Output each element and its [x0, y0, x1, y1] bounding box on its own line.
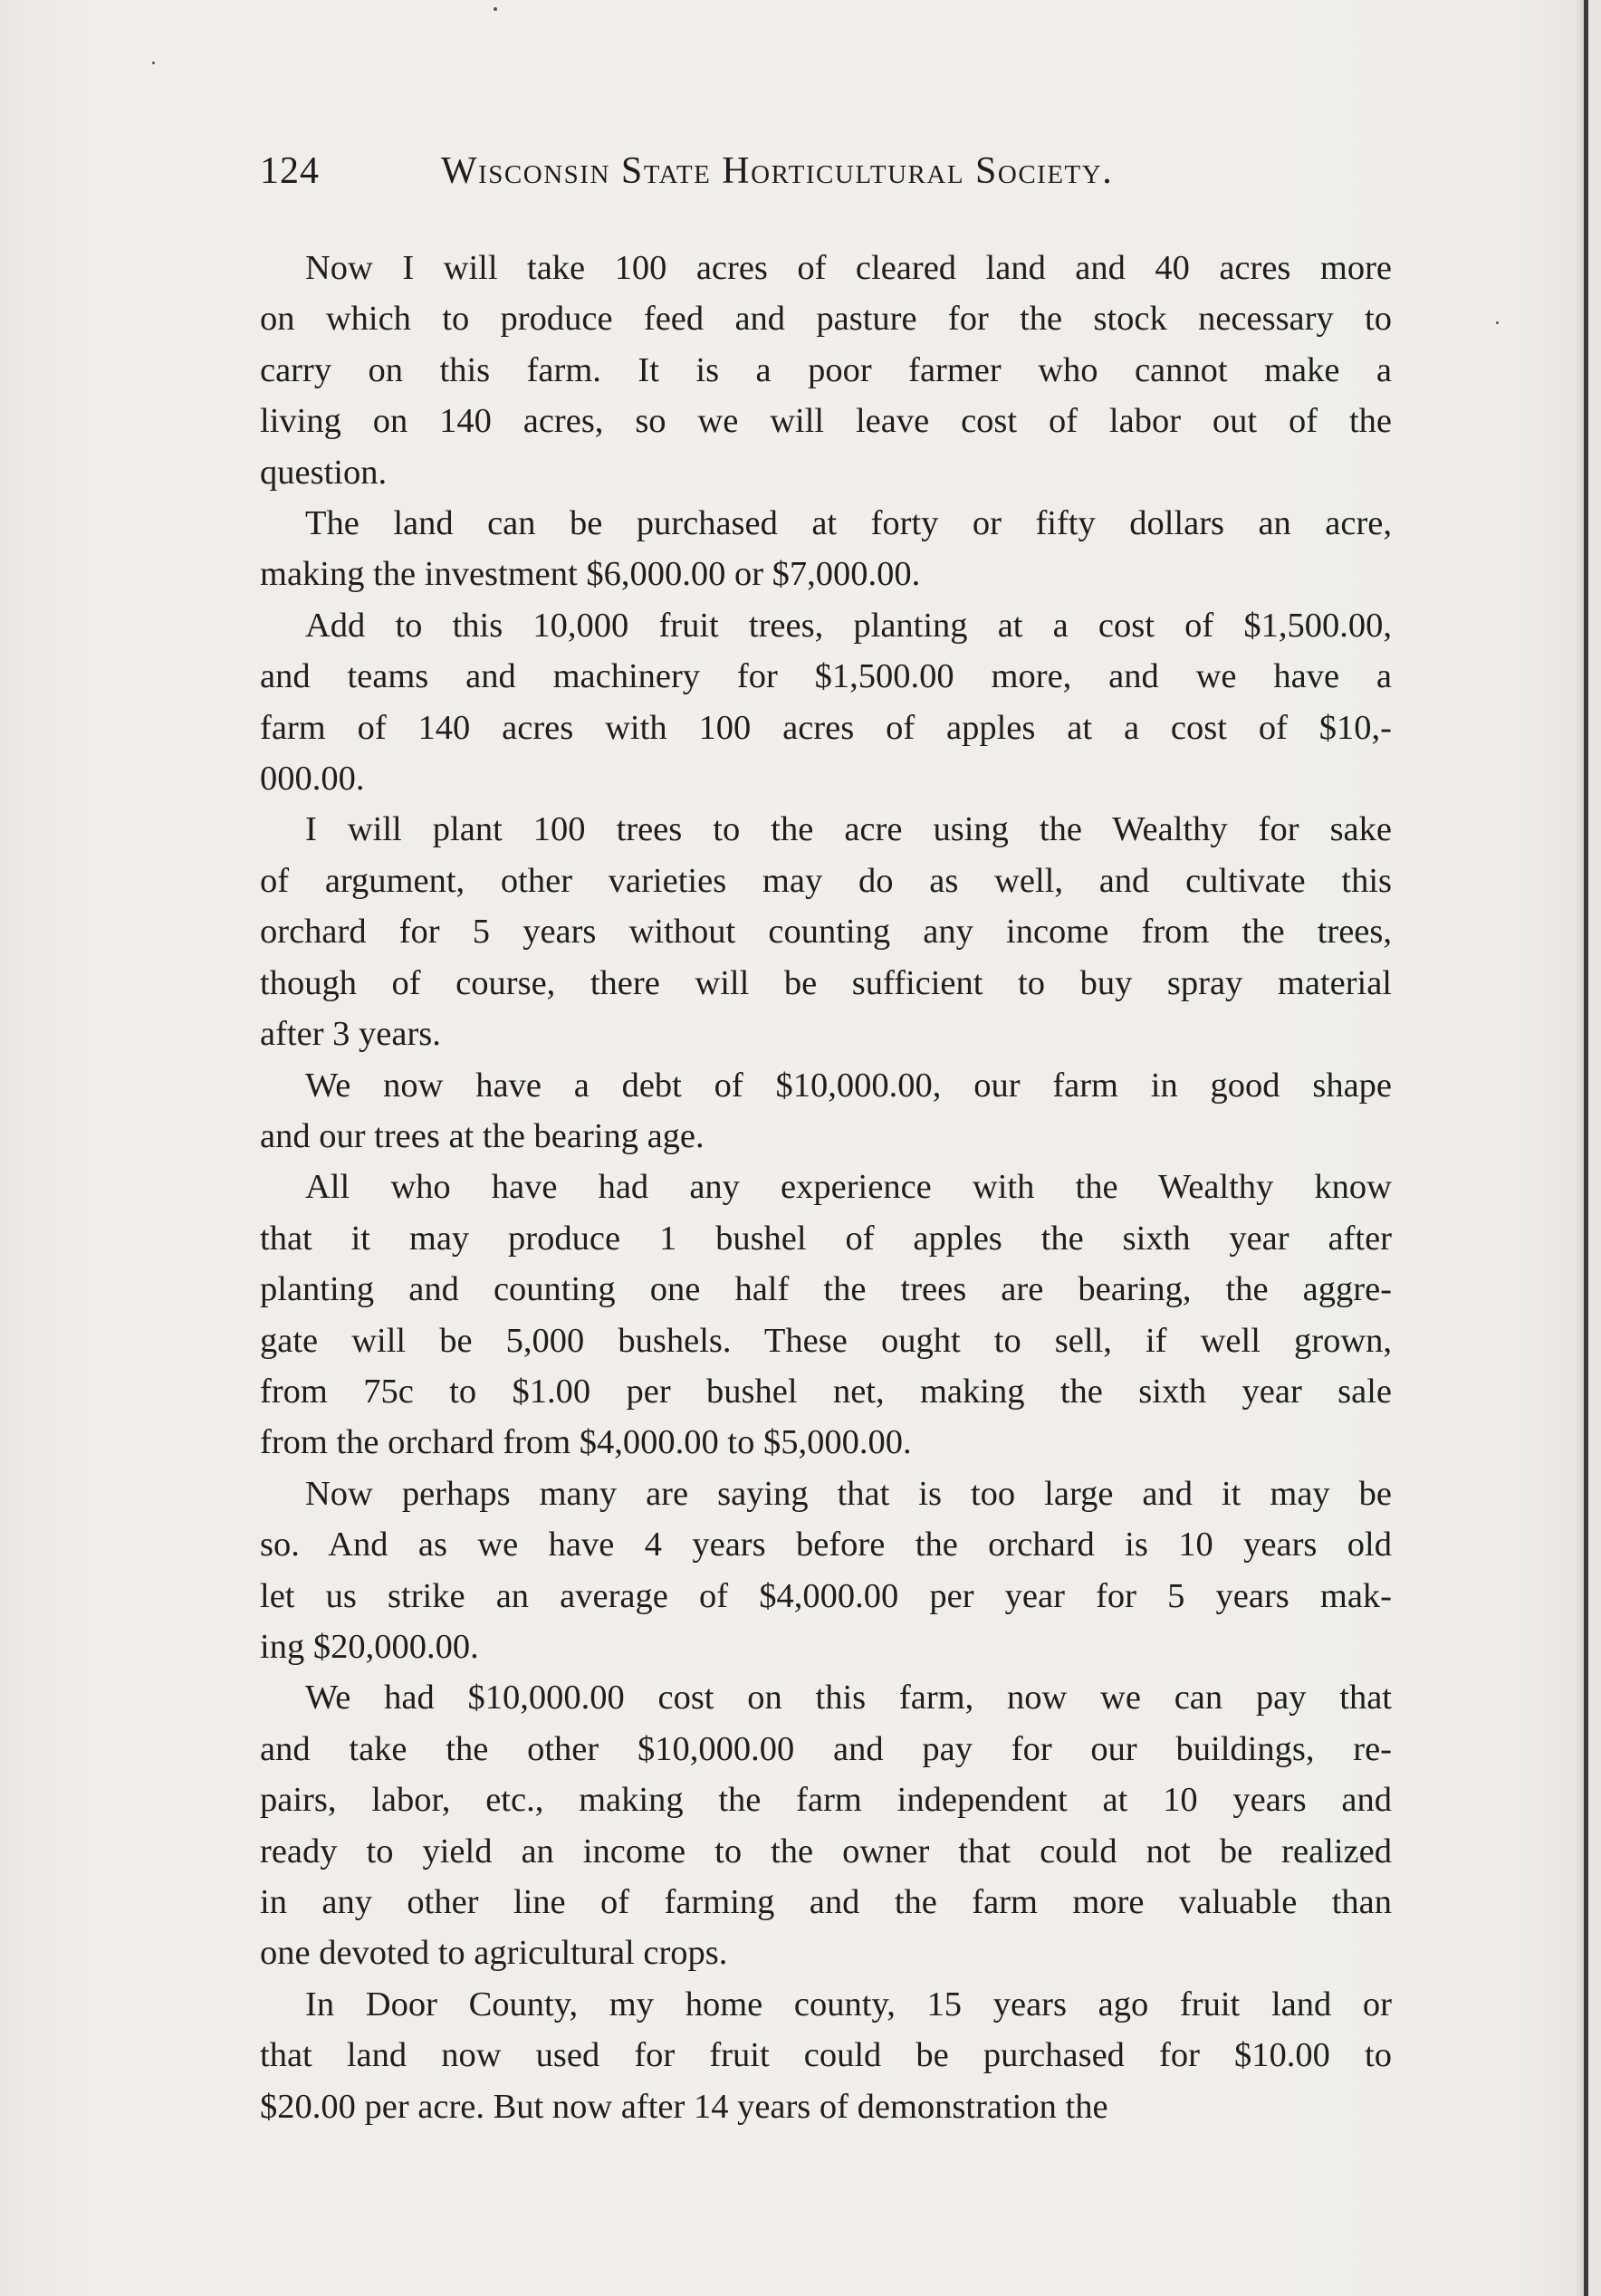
page-number: 124 — [260, 150, 320, 192]
text-line: that land now used for fruit could be purchased for $10.00 to — [260, 2036, 1392, 2075]
body-text — [260, 243, 1392, 2132]
text-line: orchard for 5 years without counting any income from the trees, — [260, 913, 1392, 952]
print-speck — [152, 62, 155, 64]
text-line: All who have had any experience with the Wealthy know — [305, 1168, 1392, 1207]
text-line: so. And as we have 4 years before the orchard is 10 years old — [260, 1526, 1392, 1564]
page-edge-line — [1584, 0, 1588, 2296]
paragraph — [260, 600, 1392, 805]
text-line: from 75c to $1.00 per bushel net, making the sixth year sale — [260, 1372, 1392, 1411]
text-line: gate will be 5,000 bushels. These ought to sell, if well grown, — [260, 1321, 1392, 1360]
text-line: Add to this 10,000 fruit trees, planting at a cost of $1,500.00, — [305, 606, 1392, 645]
text-line: We had $10,000.00 cost on this farm, now we can pay that — [305, 1679, 1392, 1717]
text-line: pairs, labor, etc., making the farm independent at 10 years and — [260, 1781, 1392, 1820]
page-header — [260, 149, 1392, 213]
text-line: ing $20,000.00. — [260, 1627, 479, 1666]
text-line: We now have a debt of $10,000.00, our farm in good shape — [305, 1066, 1392, 1105]
paragraph — [260, 243, 1392, 498]
text-line: ready to yield an income to the owner that could not be realized — [260, 1832, 1392, 1870]
page-edge-shadow — [1575, 0, 1584, 2296]
text-line: let us strike an average of $4,000.00 per year for 5 years mak- — [260, 1576, 1392, 1615]
paragraph — [260, 1672, 1392, 1978]
text-line: and teams and machinery for $1,500.00 more, and we have a — [260, 657, 1392, 696]
text-line: though of course, there will be sufficient to buy spray material — [260, 963, 1392, 1002]
text-line: of argument, other varieties may do as well, and cultivate this — [260, 861, 1392, 900]
paragraph — [260, 1979, 1392, 2132]
text-line: Now I will take 100 acres of cleared land and 40 acres more — [305, 249, 1392, 287]
paragraph — [260, 1162, 1392, 1468]
print-speck — [494, 7, 497, 11]
text-line: after 3 years. — [260, 1015, 441, 1054]
text-line: planting and counting one half the trees are bearing, the aggre- — [260, 1270, 1392, 1309]
text-line: making the investment $6,000.00 or $7,000.00. — [260, 555, 921, 594]
text-line: question. — [260, 453, 388, 492]
text-line: and our trees at the bearing age. — [260, 1116, 705, 1155]
paragraph — [260, 804, 1392, 1059]
text-line: from the orchard from $4,000.00 to $5,000.00. — [260, 1423, 912, 1462]
running-title: Wisconsin State Horticultural Society. — [441, 150, 1114, 192]
paragraph — [260, 1468, 1392, 1673]
text-line: I will plant 100 trees to the acre using the Wealthy for sake — [305, 810, 1392, 849]
text-line: and take the other $10,000.00 and pay for our buildings, re- — [260, 1729, 1392, 1768]
text-line: in any other line of farming and the farm more valuable than — [260, 1883, 1392, 1921]
print-speck — [1496, 321, 1499, 324]
text-line: living on 140 acres, so we will leave cost of labor out of the — [260, 402, 1392, 441]
text-line: farm of 140 acres with 100 acres of apples at a cost of $10,- — [260, 708, 1392, 747]
paragraph — [260, 1060, 1392, 1162]
text-line: In Door County, my home county, 15 years ago fruit land or — [305, 1985, 1392, 2023]
text-line: 000.00. — [260, 760, 365, 799]
text-line: Now perhaps many are saying that is too large and it may be — [305, 1474, 1392, 1513]
text-line: carry on this farm. It is a poor farmer who cannot make a — [260, 350, 1392, 389]
text-line: that it may produce 1 bushel of apples the sixth year after — [260, 1219, 1392, 1258]
text-line: on which to produce feed and pasture for the stock necessary to — [260, 300, 1392, 339]
text-line: one devoted to agricultural crops. — [260, 1934, 728, 1973]
paragraph — [260, 498, 1392, 600]
text-line: The land can be purchased at forty or fifty dollars an acre, — [305, 504, 1392, 543]
text-line: $20.00 per acre. But now after 14 years of demonstration the — [260, 2087, 1108, 2126]
